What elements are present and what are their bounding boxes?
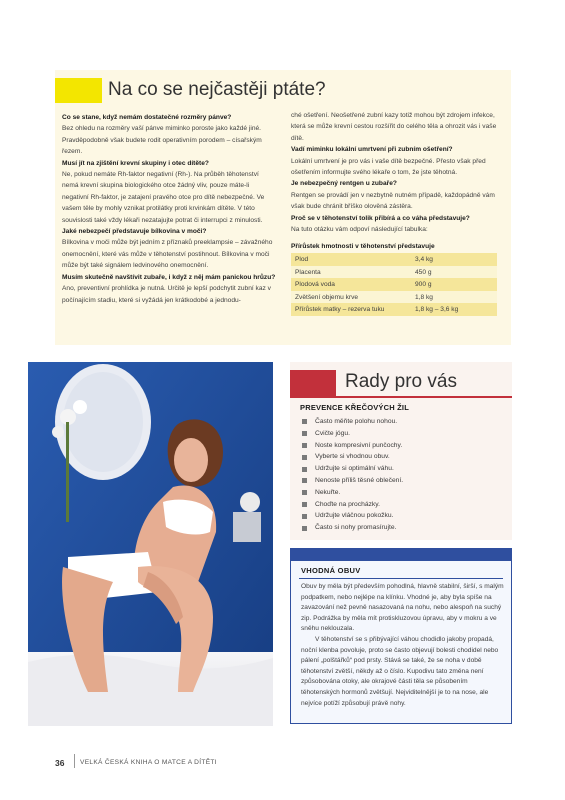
table-row <box>291 291 497 304</box>
faq-question: Je nebezpečný rentgen u zubaře? <box>291 180 397 188</box>
table-row <box>291 253 497 266</box>
bullet-square-icon <box>302 443 307 448</box>
list-item-text: Nekuřte. <box>315 488 341 496</box>
tips-divider <box>290 396 512 398</box>
bullet-square-icon <box>302 467 307 472</box>
bullet-square-icon <box>302 526 307 531</box>
page-number: 36 <box>55 758 65 768</box>
book-title: VELKÁ ČESKÁ KNIHA O MATCE A DÍTĚTI <box>80 759 217 766</box>
list-item-text: Udržujte vláčnou pokožku. <box>315 512 394 520</box>
faq-question: Jaké nebezpečí představuje bílkovina v moči? <box>62 228 207 236</box>
tips-title: Rady pro vás <box>345 371 457 392</box>
table-cell-label: Plod <box>295 256 309 264</box>
faq-question: Co se stane, když nemám dostatečné rozměry pánve? <box>62 114 232 121</box>
bullet-square-icon <box>302 478 307 483</box>
faq-answer: Ne, pokud nemáte Rh-faktor negativní (Rh-). Na průběh těhotenství nemá krevní skupina biologického otce žádný vliv, pouze máte-li negativní Rh-faktor, je zatajení pravého otce pro dítě nebezpečné. Ve vašem těle by mohly vznikat protilátky proti krvinkám dítěte. V této souvislosti také vždy lékaři nezatajujte potrat či interrupci z minulosti. <box>62 171 265 224</box>
faq-question: Vadí miminku lokální umrtvení při zubním ošetření? <box>291 146 453 154</box>
table-row <box>291 278 497 291</box>
shoe-box <box>290 548 512 724</box>
table-row <box>291 303 497 316</box>
list-item-text: Choďte na procházky. <box>315 500 380 508</box>
photo-woman-massaging-legs <box>28 362 273 726</box>
faq-answer-continued: ché ošetření. Neošetřené zubní kazy totiž mohou být zdrojem infekce, která se může krevní cestou rozšířit do celého těla a ohrozit vás i vaše dítě. <box>291 112 497 142</box>
table-cell-value: 1,8 kg – 3,6 kg <box>415 306 459 314</box>
list-item-text: Nenoste příliš těsné oblečení. <box>315 476 404 484</box>
faq-answer: Bez ohledu na rozměry vaší pánve miminko poroste jako každé jiné. Pravděpodobně však budete rodit operativním porodem – císařským řezem. <box>62 125 262 156</box>
tips-list <box>302 416 403 534</box>
footer-divider <box>74 754 75 768</box>
faq-answer: Lokální umrtvení je pro vás i vaše dítě bezpečné. Přesto však před ošetřením informujte svého lékaře o tom, že jste těhotná. <box>291 157 486 177</box>
tips-box <box>290 362 512 540</box>
bullet-square-icon <box>302 502 307 507</box>
tips-heading: PREVENCE KŘEČOVÝCH ŽIL <box>300 403 409 412</box>
list-item-text: Cvičte jógu. <box>315 429 350 437</box>
list-item <box>302 475 403 487</box>
shoe-paragraph: Obuv by měla být především pohodlná, hlavně stabilní, širší, s malým podpatkem, nebo nejlépe na klínku. Vhodné je, aby byla spíše na zavazování než pevně nasazovaná na nohu, nebo alespoň na suchý zip. Podrážka by měla mít protiskluzovou úpravu, aby v mokru a ve sněhu neklouzala. <box>301 583 504 633</box>
faq-answer: Bílkovina v moči může být jedním z příznaků preeklampsie – závažného onemocnění, které vás může v těhotenství postihnout. Bílkovina v moči může být také signálem ledvinového onemocnění. <box>62 239 273 270</box>
bullet-square-icon <box>302 431 307 436</box>
list-item-text: Vyberte si vhodnou obuv. <box>315 453 390 461</box>
faq-box <box>55 70 511 345</box>
list-item <box>302 428 403 440</box>
bullet-square-icon <box>302 514 307 519</box>
list-item <box>302 416 403 428</box>
faq-question: Proč se v těhotenství tolik přibírá a co váha představuje? <box>291 214 470 222</box>
list-item-text: Udržujte si optimální váhu. <box>315 465 394 473</box>
shoe-divider <box>299 578 503 579</box>
faq-title: Na co se nejčastěji ptáte? <box>108 79 326 100</box>
faq-answer: Na tuto otázku vám odpoví následující tabulka: <box>291 226 428 234</box>
list-item <box>302 463 403 475</box>
shoe-accent-bar <box>291 549 511 561</box>
list-item <box>302 440 403 452</box>
table-cell-label: Přírůstek matky – rezerva tuku <box>295 306 385 314</box>
faq-answer: Rentgen se provádí jen v nezbytně nutném případě, každopádně vám však bude chránit bříško olověná zástěra. <box>291 191 495 211</box>
table-cell-label: Plodová voda <box>295 281 335 289</box>
list-item <box>302 510 403 522</box>
faq-column-left <box>62 112 276 306</box>
bullet-square-icon <box>302 490 307 495</box>
table-cell-value: 3,4 kg <box>415 256 433 264</box>
table-cell-value: 450 g <box>415 268 432 276</box>
faq-question: Musím skutečně navštívit zubaře, i když z něj mám panickou hrůzu? <box>62 273 276 281</box>
list-item <box>302 451 403 463</box>
table-row <box>291 266 497 279</box>
list-item <box>302 522 403 534</box>
table-cell-value: 1,8 kg <box>415 293 433 301</box>
tips-accent-bar <box>290 370 336 396</box>
table-title: Přírůstek hmotnosti v těhotenství představuje <box>291 243 435 251</box>
shoe-paragraph: V těhotenství se s přibývající váhou chodidlo jakoby propadá, noční klenba povoluje, proto se často objevují bolesti chodidel nebo pálení „polštářků“ pod prsty. Stává se také, že se noha v době těhotenství zvětší, někdy až o číslo. Kupodivu tato změna není způsobována otoky, ale okrajové části těla se působením těhotenských hormonů zvětšují. Nejviditelnější je to na nose, ale nejvíce potíží způsobují právě nohy. <box>301 635 499 707</box>
weight-gain-table <box>291 241 497 316</box>
table-cell-label: Placenta <box>295 268 321 276</box>
shoe-heading: VHODNÁ OBUV <box>301 566 361 575</box>
list-item-text: Noste kompresivní punčochy. <box>315 441 403 449</box>
bullet-square-icon <box>302 419 307 424</box>
shoe-body <box>301 582 505 709</box>
list-item-text: Často si nohy promasírujte. <box>315 524 397 532</box>
bullet-square-icon <box>302 455 307 460</box>
faq-question: Musí jít na zjištění krevní skupiny i otec dítěte? <box>62 159 209 167</box>
faq-column-right <box>291 110 505 316</box>
table-cell-label: Zvětšení objemu krve <box>295 293 359 301</box>
list-item <box>302 487 403 499</box>
list-item <box>302 499 403 511</box>
list-item-text: Často měňte polohu nohou. <box>315 418 398 425</box>
table-cell-value: 900 g <box>415 281 432 289</box>
faq-accent-bar <box>55 78 102 103</box>
faq-answer: Ano, preventivní prohlídka je nutná. Určitě je lepší podchytit zubní kaz v počínajícím stadiu, které si vyžádá jen krátkodobé a jednodu- <box>62 285 271 304</box>
